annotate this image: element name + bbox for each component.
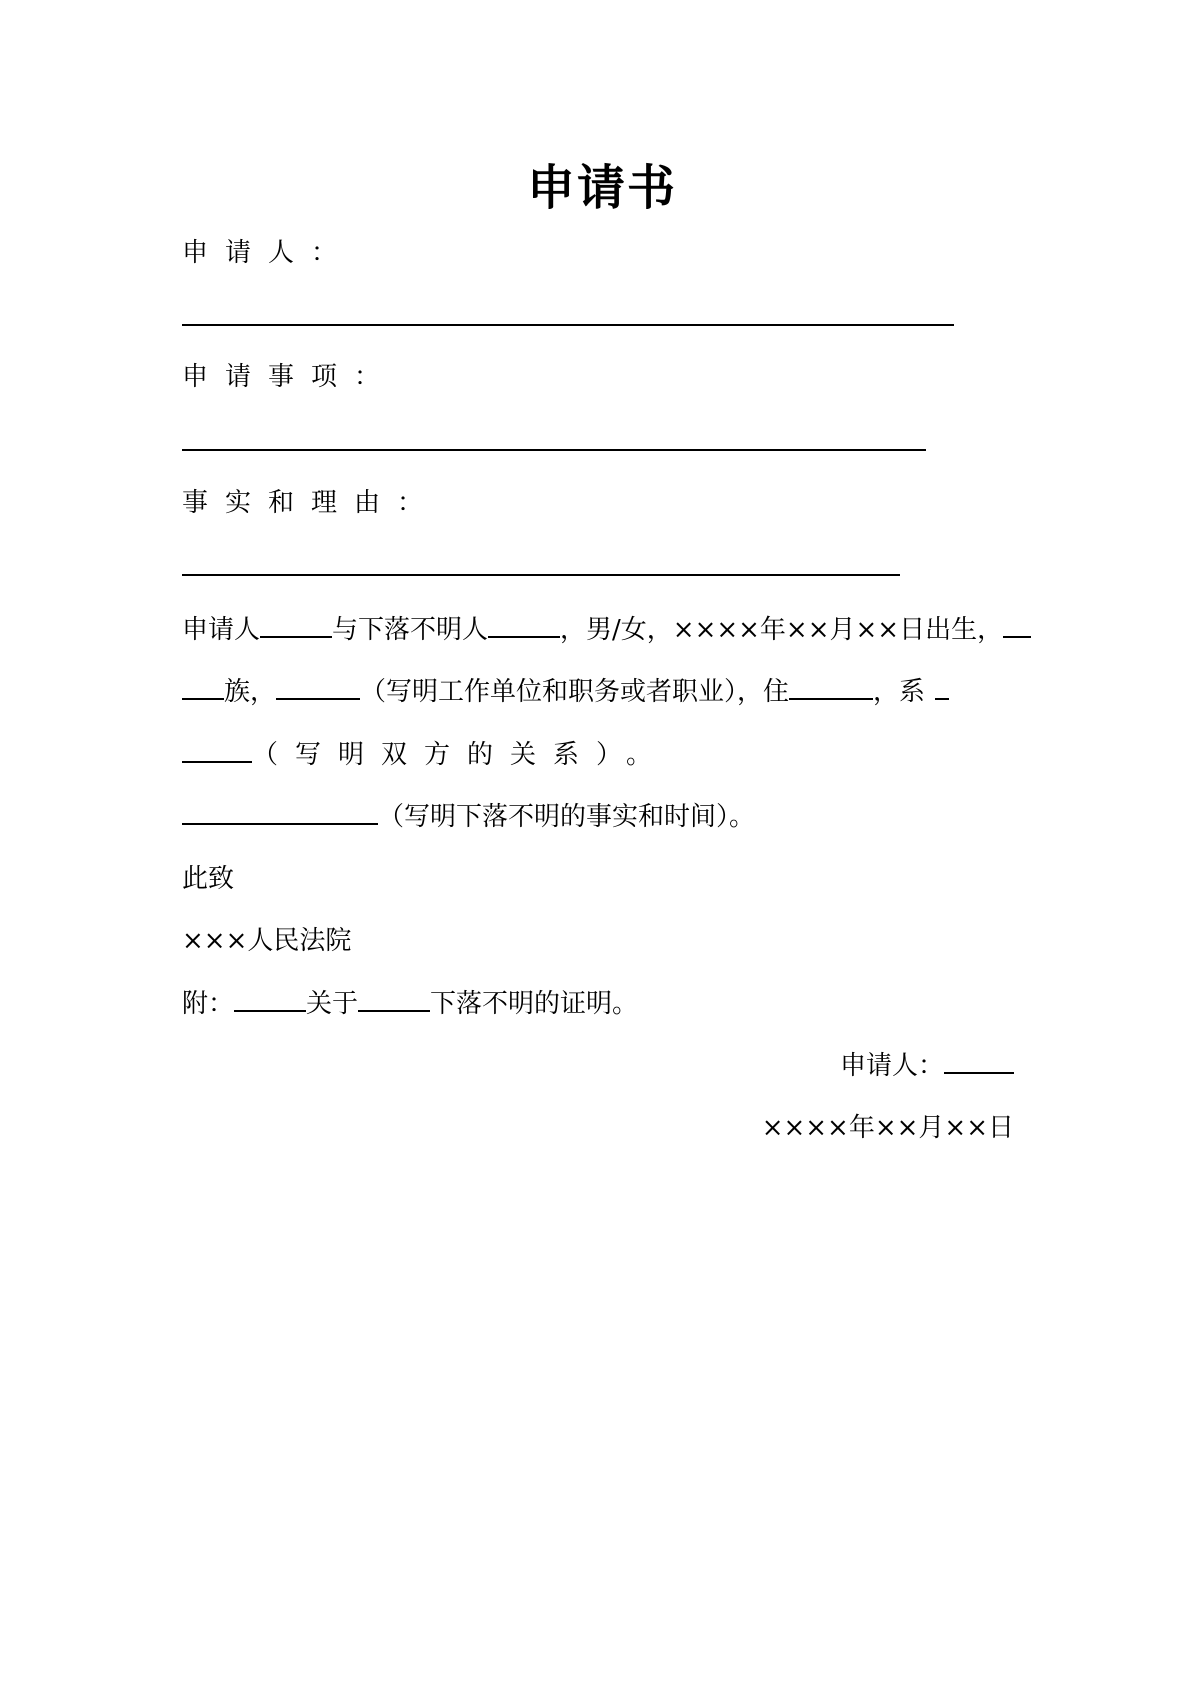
- relationship-blank-end[interactable]: [182, 737, 252, 763]
- attachment-person-blank[interactable]: [358, 986, 430, 1012]
- address-blank[interactable]: [789, 674, 873, 700]
- occupation-blank[interactable]: [276, 674, 360, 700]
- body-line-1: [182, 612, 1031, 647]
- body-text: ，系: [873, 677, 926, 707]
- facts-time-blank[interactable]: [182, 799, 378, 825]
- body-text: ，男/女，××××年××月××日出生，: [560, 615, 1004, 645]
- page-title: 申请书: [527, 160, 678, 216]
- body-line-2: [182, 674, 949, 709]
- signature-date: ××××年××月××日: [761, 1113, 1014, 1143]
- body-text: （写明工作单位和职务或者职业），住: [360, 677, 790, 707]
- applicant-name-blank[interactable]: [260, 612, 332, 638]
- court-name: ×××人民法院: [182, 926, 352, 956]
- request-label: 申请事项：: [182, 362, 398, 392]
- body-text: 族，: [224, 677, 277, 707]
- signature-applicant-line: [840, 1048, 1014, 1083]
- attachment-issuer-blank[interactable]: [234, 986, 306, 1012]
- body-text: 下落不明的证明。: [430, 989, 639, 1019]
- body-text: （写明双方的关系）。: [252, 740, 670, 770]
- body-text: 关于: [306, 989, 359, 1019]
- applicant-label: 申请人：: [182, 238, 355, 268]
- body-line-3: [182, 737, 669, 772]
- ethnicity-blank-start[interactable]: [1003, 612, 1031, 638]
- missing-person-name-blank[interactable]: [488, 612, 560, 638]
- body-text: （写明下落不明的事实和时间）。: [378, 802, 756, 832]
- body-text: 申请人: [182, 615, 261, 645]
- relationship-blank-start[interactable]: [935, 674, 949, 700]
- signature-applicant-label: 申请人：: [839, 1051, 944, 1081]
- applicant-blank-line[interactable]: [182, 324, 954, 326]
- body-text: 附：: [182, 989, 235, 1019]
- request-blank-line[interactable]: [182, 449, 926, 451]
- attachment-line: [182, 986, 638, 1021]
- salutation: 此致: [182, 864, 235, 894]
- body-line-4: [182, 799, 755, 834]
- ethnicity-blank-end[interactable]: [182, 674, 224, 700]
- signature-blank[interactable]: [944, 1048, 1014, 1074]
- facts-label: 事实和理由：: [182, 488, 441, 518]
- body-text: 与下落不明人: [332, 615, 489, 645]
- facts-blank-line[interactable]: [182, 574, 900, 576]
